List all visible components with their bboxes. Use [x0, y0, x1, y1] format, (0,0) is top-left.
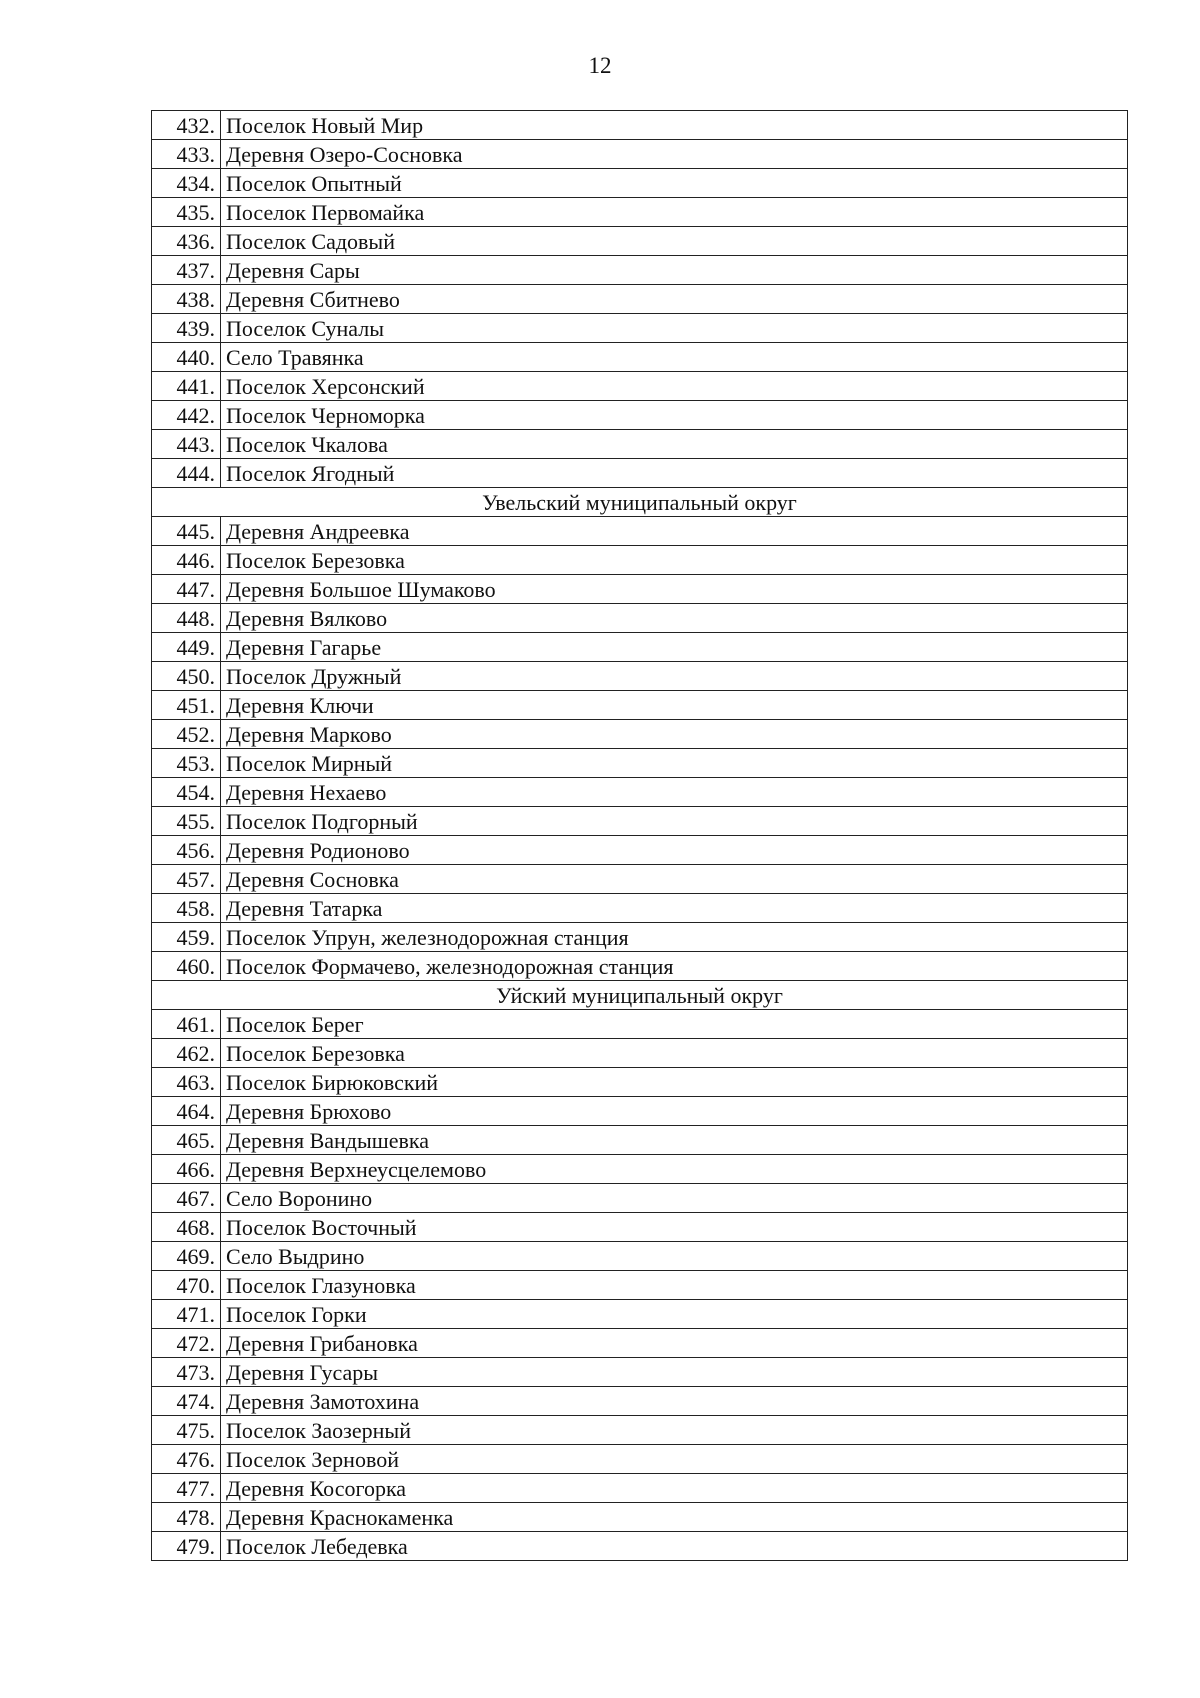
table-row: [152, 314, 1128, 343]
table-row: [152, 604, 1128, 633]
table-row: [152, 952, 1128, 981]
table-row: [152, 1155, 1128, 1184]
row-number: 436.: [152, 227, 221, 256]
row-number: 465.: [152, 1126, 221, 1155]
table-row: [152, 1358, 1128, 1387]
row-number: 440.: [152, 343, 221, 372]
settlement-name: Деревня Брюхово: [221, 1097, 1128, 1126]
row-number: 451.: [152, 691, 221, 720]
row-number: 434.: [152, 169, 221, 198]
table-row: [152, 1387, 1128, 1416]
row-number: 448.: [152, 604, 221, 633]
row-number: 432.: [152, 111, 221, 140]
row-number: 462.: [152, 1039, 221, 1068]
table-row: [152, 778, 1128, 807]
settlement-name: Деревня Сары: [221, 256, 1128, 285]
table-row: [152, 517, 1128, 546]
settlement-name: Деревня Ключи: [221, 691, 1128, 720]
table-row: [152, 256, 1128, 285]
row-number: 476.: [152, 1445, 221, 1474]
row-number: 443.: [152, 430, 221, 459]
row-number: 457.: [152, 865, 221, 894]
district-heading-row: [152, 981, 1128, 1010]
settlement-name: Поселок Садовый: [221, 227, 1128, 256]
row-number: 477.: [152, 1474, 221, 1503]
row-number: 463.: [152, 1068, 221, 1097]
row-number: 459.: [152, 923, 221, 952]
settlement-name: Поселок Чкалова: [221, 430, 1128, 459]
row-number: 478.: [152, 1503, 221, 1532]
settlement-name: Поселок Херсонский: [221, 372, 1128, 401]
row-number: 460.: [152, 952, 221, 981]
row-number: 449.: [152, 633, 221, 662]
row-number: 475.: [152, 1416, 221, 1445]
row-number: 452.: [152, 720, 221, 749]
table-row: [152, 662, 1128, 691]
row-number: 435.: [152, 198, 221, 227]
table-row: [152, 169, 1128, 198]
settlement-name: Село Травянка: [221, 343, 1128, 372]
settlement-name: Поселок Мирный: [221, 749, 1128, 778]
row-number: 473.: [152, 1358, 221, 1387]
settlements-table: [151, 110, 1128, 1561]
row-number: 442.: [152, 401, 221, 430]
settlement-name: Деревня Андреевка: [221, 517, 1128, 546]
table-row: [152, 1416, 1128, 1445]
settlement-name: Поселок Подгорный: [221, 807, 1128, 836]
row-number: 433.: [152, 140, 221, 169]
row-number: 447.: [152, 575, 221, 604]
settlement-name: Поселок Берег: [221, 1010, 1128, 1039]
table-row: [152, 111, 1128, 140]
table-row: [152, 720, 1128, 749]
row-number: 454.: [152, 778, 221, 807]
table-row: [152, 1300, 1128, 1329]
table-row: [152, 1242, 1128, 1271]
settlement-name: Поселок Лебедевка: [221, 1532, 1128, 1561]
table-row: [152, 894, 1128, 923]
settlement-name: Поселок Зерновой: [221, 1445, 1128, 1474]
table-row: [152, 1039, 1128, 1068]
table-row: [152, 1213, 1128, 1242]
table-row: [152, 140, 1128, 169]
table-row: [152, 865, 1128, 894]
row-number: 472.: [152, 1329, 221, 1358]
table-row: [152, 198, 1128, 227]
settlement-name: Деревня Верхнеусцелемово: [221, 1155, 1128, 1184]
row-number: 464.: [152, 1097, 221, 1126]
row-number: 453.: [152, 749, 221, 778]
settlement-name: Деревня Большое Шумаково: [221, 575, 1128, 604]
table-row: [152, 1126, 1128, 1155]
row-number: 479.: [152, 1532, 221, 1561]
settlement-name: Деревня Гусары: [221, 1358, 1128, 1387]
table-row: [152, 1445, 1128, 1474]
table-row: [152, 1010, 1128, 1039]
table-row: [152, 1271, 1128, 1300]
row-number: 458.: [152, 894, 221, 923]
table-row: [152, 807, 1128, 836]
table-row: [152, 1532, 1128, 1561]
table-row: [152, 1068, 1128, 1097]
table-row: [152, 1503, 1128, 1532]
table-row: [152, 372, 1128, 401]
settlement-name: Деревня Замотохина: [221, 1387, 1128, 1416]
row-number: 438.: [152, 285, 221, 314]
settlement-name: Поселок Заозерный: [221, 1416, 1128, 1445]
table-row: [152, 459, 1128, 488]
settlement-name: Деревня Сбитнево: [221, 285, 1128, 314]
table-row: [152, 285, 1128, 314]
row-number: 450.: [152, 662, 221, 691]
settlement-name: Деревня Нехаево: [221, 778, 1128, 807]
table-row: [152, 575, 1128, 604]
table-row: [152, 343, 1128, 372]
row-number: 471.: [152, 1300, 221, 1329]
settlement-name: Деревня Озеро-Сосновка: [221, 140, 1128, 169]
row-number: 467.: [152, 1184, 221, 1213]
table-row: [152, 691, 1128, 720]
row-number: 466.: [152, 1155, 221, 1184]
settlement-name: Поселок Березовка: [221, 1039, 1128, 1068]
table-row: [152, 633, 1128, 662]
row-number: 455.: [152, 807, 221, 836]
settlement-name: Поселок Новый Мир: [221, 111, 1128, 140]
table-row: [152, 227, 1128, 256]
table-row: [152, 430, 1128, 459]
settlement-name: Село Воронино: [221, 1184, 1128, 1213]
row-number: 468.: [152, 1213, 221, 1242]
settlement-name: Село Выдрино: [221, 1242, 1128, 1271]
settlement-name: Поселок Дружный: [221, 662, 1128, 691]
settlement-name: Поселок Восточный: [221, 1213, 1128, 1242]
row-number: 446.: [152, 546, 221, 575]
row-number: 441.: [152, 372, 221, 401]
settlement-name: Поселок Первомайка: [221, 198, 1128, 227]
row-number: 456.: [152, 836, 221, 865]
settlement-name: Деревня Гагарье: [221, 633, 1128, 662]
table-row: [152, 836, 1128, 865]
row-number: 437.: [152, 256, 221, 285]
settlement-name: Поселок Формачево, железнодорожная станция: [221, 952, 1128, 981]
settlement-name: Деревня Татарка: [221, 894, 1128, 923]
settlement-name: Поселок Бирюковский: [221, 1068, 1128, 1097]
table-row: [152, 923, 1128, 952]
district-heading: Уйский муниципальный округ: [152, 981, 1128, 1010]
settlements-table-body: [152, 111, 1128, 1561]
page-number: 12: [588, 53, 612, 78]
settlement-name: Деревня Вандышевка: [221, 1126, 1128, 1155]
settlement-name: Поселок Березовка: [221, 546, 1128, 575]
settlement-name: Деревня Грибановка: [221, 1329, 1128, 1358]
row-number: 469.: [152, 1242, 221, 1271]
table-row: [152, 401, 1128, 430]
settlement-name: Поселок Черноморка: [221, 401, 1128, 430]
settlement-name: Деревня Вялково: [221, 604, 1128, 633]
district-heading: Увельский муниципальный округ: [152, 488, 1128, 517]
table-row: [152, 1097, 1128, 1126]
row-number: 439.: [152, 314, 221, 343]
row-number: 470.: [152, 1271, 221, 1300]
table-row: [152, 1329, 1128, 1358]
row-number: 445.: [152, 517, 221, 546]
settlement-name: Деревня Сосновка: [221, 865, 1128, 894]
table-row: [152, 1474, 1128, 1503]
settlement-name: Деревня Родионово: [221, 836, 1128, 865]
row-number: 444.: [152, 459, 221, 488]
table-row: [152, 546, 1128, 575]
table-row: [152, 1184, 1128, 1213]
settlement-name: Поселок Опытный: [221, 169, 1128, 198]
settlement-name: Поселок Упрун, железнодорожная станция: [221, 923, 1128, 952]
settlement-name: Поселок Суналы: [221, 314, 1128, 343]
settlement-name: Деревня Марково: [221, 720, 1128, 749]
settlement-name: Поселок Горки: [221, 1300, 1128, 1329]
district-heading-row: [152, 488, 1128, 517]
settlement-name: Поселок Глазуновка: [221, 1271, 1128, 1300]
table-row: [152, 749, 1128, 778]
row-number: 461.: [152, 1010, 221, 1039]
row-number: 474.: [152, 1387, 221, 1416]
settlement-name: Деревня Краснокаменка: [221, 1503, 1128, 1532]
settlement-name: Деревня Косогорка: [221, 1474, 1128, 1503]
settlement-name: Поселок Ягодный: [221, 459, 1128, 488]
